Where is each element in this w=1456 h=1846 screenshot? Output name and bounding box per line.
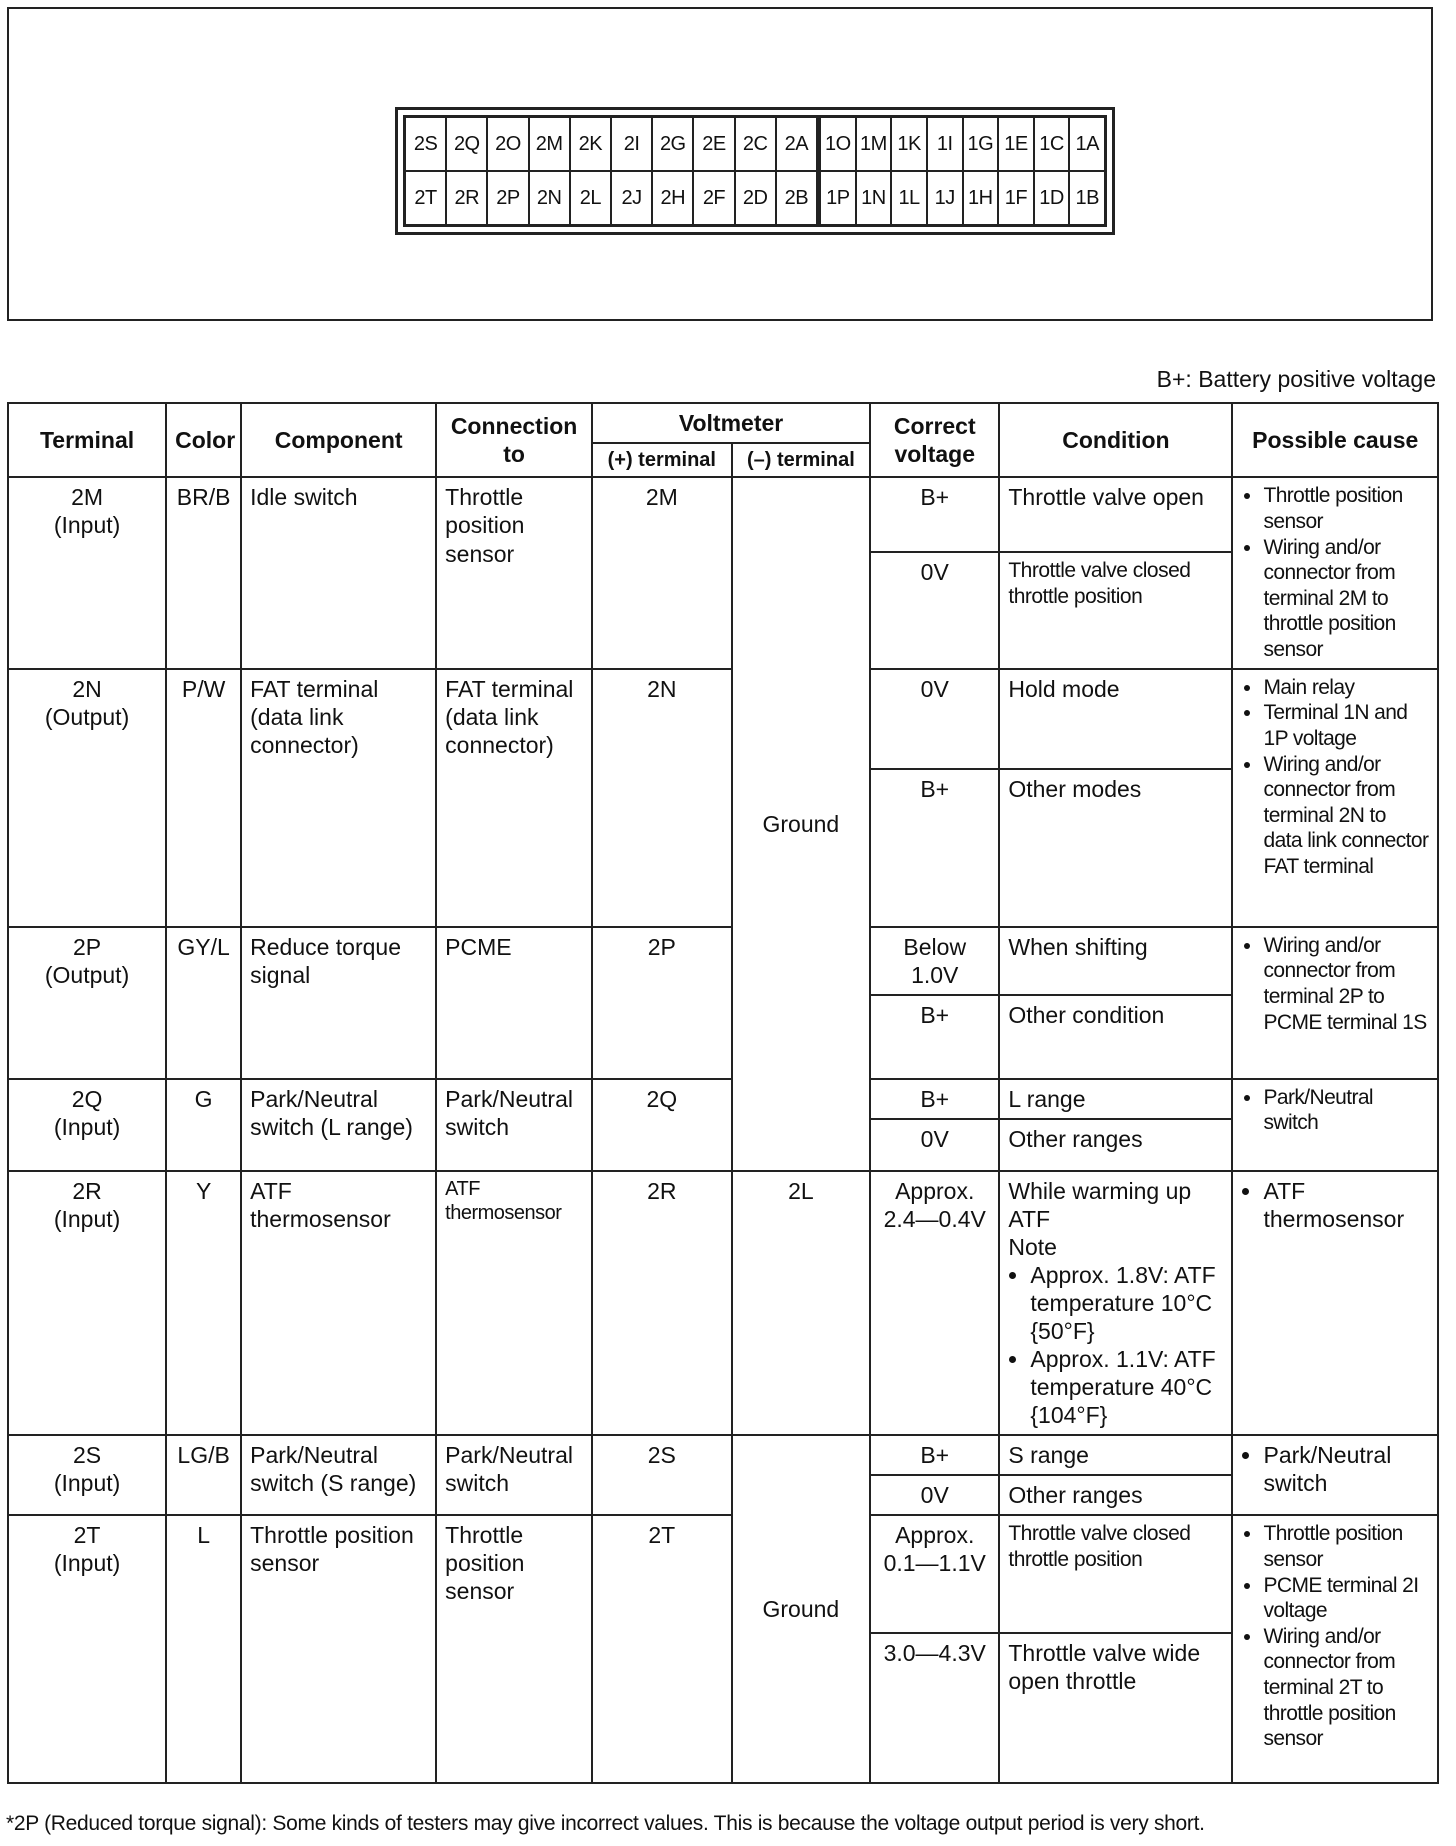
connector-pin: 1A (1069, 117, 1105, 171)
connector-pin: 1M (856, 117, 892, 171)
correct-voltage: B+ (870, 1079, 999, 1119)
connector-pin: 2I (611, 117, 652, 171)
connector-pin: 2K (570, 117, 611, 171)
connector-block-1 (820, 117, 1105, 225)
condition: Throttle valve open (999, 477, 1232, 552)
correct-voltage: 0V (870, 552, 999, 669)
connector-pin: 2L (570, 171, 611, 225)
cause-item: • Wiring and/or connector from terminal 2N to data link connector FAT terminal (1263, 752, 1429, 880)
cause-item: • Wiring and/or connector from terminal 2P to PCME terminal 1S (1263, 933, 1429, 1035)
table-row (8, 477, 1438, 552)
header-voltmeter: Voltmeter (592, 403, 870, 443)
header-connection: Connection to (436, 403, 592, 477)
plus-terminal: 2T (592, 1515, 732, 1783)
cause-item: • Throttle position sensor (1263, 1521, 1429, 1572)
connector-pin: 2O (487, 117, 528, 171)
connector-pin: 1N (856, 171, 892, 225)
condition: While warming up ATF (1008, 1177, 1192, 1232)
condition: Other modes (999, 769, 1232, 927)
correct-voltage: Approx. 2.4—0.4V (870, 1171, 999, 1435)
condition: Other ranges (999, 1119, 1232, 1171)
connection: ATF thermosensor (436, 1171, 592, 1435)
correct-voltage: Approx. 0.1—1.1V (870, 1515, 999, 1633)
connector-pin: 2N (529, 171, 570, 225)
header-possible-cause: Possible cause (1232, 403, 1438, 477)
cause-item: • ATF thermosensor (1263, 1177, 1429, 1233)
terminal-io: (Input) (53, 1470, 121, 1497)
note-item: • Approx. 1.1V: ATF temperature 40°C {104°F} (1030, 1345, 1223, 1429)
terminal-spec-table (7, 402, 1439, 1784)
connector-pin: 2Q (446, 117, 487, 171)
connector-pin: 2F (693, 171, 734, 225)
correct-voltage: Below 1.0V (870, 927, 999, 995)
terminal-id: 2N (72, 675, 102, 702)
connector-pin: 2C (735, 117, 776, 171)
connector-pin: 1P (820, 171, 856, 225)
cause-item: • Park/Neutral switch (1263, 1441, 1429, 1497)
possible-causes (1241, 1177, 1429, 1233)
plus-terminal: 2P (592, 927, 732, 1079)
connector-pin: 2P (487, 171, 528, 225)
correct-voltage: B+ (870, 995, 999, 1079)
connector-pin: 1B (1069, 171, 1105, 225)
connector-pin: 2H (652, 171, 693, 225)
terminal-io: (Output) (44, 703, 130, 730)
cause-item: • Wiring and/or connector from terminal 2M to throttle position sensor (1263, 535, 1429, 663)
terminal-io: (Input) (53, 1550, 121, 1577)
wire-color: LG/B (166, 1435, 241, 1515)
connection: Park/Neutral switch (436, 1435, 592, 1515)
condition-notes (1008, 1261, 1223, 1429)
header-terminal: Terminal (8, 403, 166, 477)
table-row (8, 669, 1438, 769)
connector-pin: 1F (998, 171, 1034, 225)
connector-pin: 1I (927, 117, 963, 171)
possible-causes (1241, 933, 1429, 1035)
header-plus-terminal: (+) terminal (592, 443, 732, 477)
header-component: Component (241, 403, 436, 477)
terminal-id: 2S (72, 1442, 102, 1469)
condition: L range (999, 1079, 1232, 1119)
correct-voltage: 0V (870, 1475, 999, 1515)
terminal-id: 2M (71, 484, 104, 511)
wire-color: GY/L (166, 927, 241, 1079)
possible-causes (1241, 1441, 1429, 1497)
plus-terminal: 2N (592, 669, 732, 927)
wire-color: L (166, 1515, 241, 1783)
component: Park/Neutral switch (L range) (241, 1079, 436, 1171)
cause-item: • Main relay (1263, 675, 1429, 701)
table-row (8, 1515, 1438, 1633)
minus-terminal: 2L (732, 1171, 871, 1435)
condition: Throttle valve closed throttle position (999, 552, 1232, 669)
connector-pin: 1G (963, 117, 999, 171)
terminal-id: 2T (73, 1522, 101, 1549)
header-condition: Condition (999, 403, 1232, 477)
wire-color: G (166, 1079, 241, 1171)
connector-pin: 2E (693, 117, 734, 171)
terminal-id: 2R (72, 1177, 102, 1204)
component: Reduce torque signal (241, 927, 436, 1079)
wire-color: BR/B (166, 477, 241, 668)
connection: Throttle position sensor (436, 1515, 592, 1783)
cause-item: • PCME terminal 2I voltage (1263, 1573, 1429, 1624)
connection: Throttle position sensor (436, 477, 592, 668)
wire-color: P/W (166, 669, 241, 927)
table-row (8, 927, 1438, 995)
cause-item: • Terminal 1N and 1P voltage (1263, 700, 1429, 751)
plus-terminal: 2S (592, 1435, 732, 1515)
condition: Throttle valve wide open throttle (999, 1633, 1232, 1783)
connector-pin: 1C (1034, 117, 1070, 171)
minus-terminal-ground: Ground (732, 477, 871, 1170)
header-color: Color (166, 403, 241, 477)
connection: Park/Neutral switch (436, 1079, 592, 1171)
minus-terminal-ground: Ground (732, 1435, 871, 1783)
connector-block-2 (405, 117, 820, 225)
terminal-io: (Input) (53, 512, 121, 539)
plus-terminal: 2R (592, 1171, 732, 1435)
condition-note-label: Note (1008, 1233, 1057, 1260)
possible-causes (1241, 483, 1429, 662)
correct-voltage: B+ (870, 477, 999, 552)
note-item: • Approx. 1.8V: ATF temperature 10°C {50°F} (1030, 1261, 1223, 1345)
condition: Other ranges (999, 1475, 1232, 1515)
correct-voltage: 3.0—4.3V (870, 1633, 999, 1783)
component: Idle switch (241, 477, 436, 668)
condition: Hold mode (999, 669, 1232, 769)
table-row (8, 1435, 1438, 1475)
connector-pin: 1K (891, 117, 927, 171)
correct-voltage: B+ (870, 769, 999, 927)
header-minus-terminal: (–) terminal (732, 443, 871, 477)
cause-item: • Throttle position sensor (1263, 483, 1429, 534)
connector-pin: 1E (998, 117, 1034, 171)
connector-pin: 1H (963, 171, 999, 225)
connector-pin: 1L (891, 171, 927, 225)
connector-pin: 2T (405, 171, 446, 225)
connector-pin: 1O (820, 117, 856, 171)
connector-pin: 2S (405, 117, 446, 171)
component: FAT terminal (data link connector) (241, 669, 436, 927)
connector-pin: 2B (776, 171, 817, 225)
connector-pin: 1D (1034, 171, 1070, 225)
cause-item: • Park/Neutral switch (1263, 1085, 1429, 1136)
terminal-io: (Output) (44, 961, 130, 988)
correct-voltage: B+ (870, 1435, 999, 1475)
possible-causes (1241, 1085, 1429, 1136)
connector-pin: 2M (529, 117, 570, 171)
header-correct-voltage: Correct voltage (870, 403, 999, 477)
connector-diagram-frame (7, 7, 1433, 321)
condition: S range (999, 1435, 1232, 1475)
connector-pin: 2G (652, 117, 693, 171)
footnote: *2P (Reduced torque signal): Some kinds of testers may give incorrect values. This is because the voltage output period is very short. (6, 1812, 1205, 1835)
connector-pin: 2R (446, 171, 487, 225)
component: Throttle position sensor (241, 1515, 436, 1783)
condition: Throttle valve closed throttle position (999, 1515, 1232, 1633)
possible-causes (1241, 1521, 1429, 1751)
wire-color: Y (166, 1171, 241, 1435)
connector-pin: 1J (927, 171, 963, 225)
correct-voltage: 0V (870, 1119, 999, 1171)
connection: FAT terminal (data link connector) (436, 669, 592, 927)
connector-diagram (395, 107, 1115, 235)
terminal-io: (Input) (53, 1113, 121, 1140)
connector-pin: 2J (611, 171, 652, 225)
terminal-id: 2P (72, 933, 102, 960)
condition: When shifting (999, 927, 1232, 995)
connector-pin: 2D (735, 171, 776, 225)
legend: B+: Battery positive voltage (1156, 366, 1436, 392)
connection: PCME (436, 927, 592, 1079)
component: ATF thermosensor (241, 1171, 436, 1435)
table-row (8, 1171, 1438, 1435)
condition: Other condition (999, 995, 1232, 1079)
table-row (8, 1079, 1438, 1119)
cause-item: • Wiring and/or connector from terminal 2T to throttle position sensor (1263, 1624, 1429, 1752)
terminal-io: (Input) (53, 1205, 121, 1232)
plus-terminal: 2M (592, 477, 732, 668)
terminal-id: 2Q (71, 1085, 103, 1112)
plus-terminal: 2Q (592, 1079, 732, 1171)
connector-pin: 2A (776, 117, 817, 171)
connector-body (403, 115, 1107, 227)
possible-causes (1241, 675, 1429, 880)
component: Park/Neutral switch (S range) (241, 1435, 436, 1515)
correct-voltage: 0V (870, 669, 999, 769)
